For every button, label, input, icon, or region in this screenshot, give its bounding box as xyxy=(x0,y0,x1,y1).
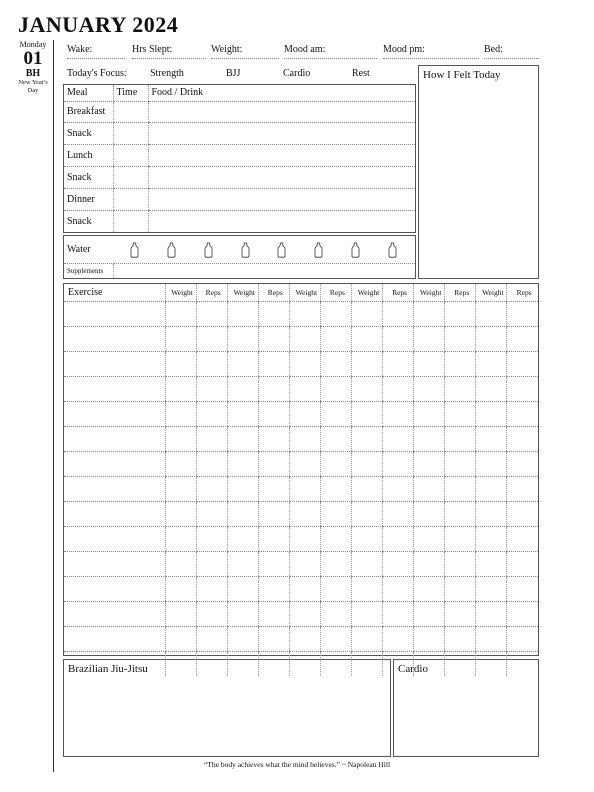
reps-cell[interactable] xyxy=(258,402,289,427)
meal-row-snack-2 xyxy=(64,167,415,189)
exercise-row xyxy=(64,502,538,527)
reps-cell[interactable] xyxy=(320,502,351,527)
reps-cell[interactable] xyxy=(507,402,538,427)
weight-cell[interactable] xyxy=(227,502,258,527)
focus-option-rest[interactable]: Rest xyxy=(352,68,370,79)
meal-row-snack-3 xyxy=(64,211,415,232)
bed-label: Bed: xyxy=(484,44,503,55)
footer-quote: “The body achieves what the mind believes.” ~ Napolean Hill xyxy=(203,760,391,769)
reps-cell[interactable] xyxy=(383,627,414,652)
reps-cell[interactable] xyxy=(258,602,289,627)
weight-cell[interactable] xyxy=(289,327,320,352)
reps-cell[interactable] xyxy=(196,327,227,352)
reps-header: Reps xyxy=(383,284,414,302)
weight-cell[interactable] xyxy=(289,477,320,502)
exercise-name-cell[interactable] xyxy=(64,427,165,452)
reps-cell[interactable] xyxy=(445,577,476,602)
weight-cell[interactable] xyxy=(414,527,445,552)
weight-cell[interactable] xyxy=(165,552,196,577)
reps-cell[interactable] xyxy=(196,402,227,427)
how-i-felt-label: How I Felt Today xyxy=(423,69,501,81)
exercise-name-cell[interactable] xyxy=(64,477,165,502)
focus-option-bjj[interactable]: BJJ xyxy=(226,68,241,79)
exercise-row xyxy=(64,327,538,352)
reps-cell[interactable] xyxy=(445,402,476,427)
weight-cell[interactable] xyxy=(351,377,382,402)
reps-cell[interactable] xyxy=(320,477,351,502)
exercise-name-cell[interactable] xyxy=(64,602,165,627)
exercise-name-cell[interactable] xyxy=(64,552,165,577)
exercise-row xyxy=(64,352,538,377)
weight-cell[interactable] xyxy=(351,577,382,602)
weight-cell[interactable] xyxy=(289,452,320,477)
exercise-row xyxy=(64,452,538,477)
holiday-code: BH xyxy=(25,68,41,79)
weight-header: Weight xyxy=(414,284,445,302)
meal-time-cell[interactable] xyxy=(113,123,148,145)
day-of-week: Monday xyxy=(19,40,47,49)
exercise-name-cell[interactable] xyxy=(64,452,165,477)
reps-cell[interactable] xyxy=(383,527,414,552)
weight-cell[interactable] xyxy=(165,477,196,502)
meal-name: Snack xyxy=(64,167,113,189)
water-bottle-icon[interactable] xyxy=(167,242,176,258)
weight-header: Weight xyxy=(289,284,320,302)
water-bottle-icon[interactable] xyxy=(351,242,360,258)
reps-cell[interactable] xyxy=(445,352,476,377)
reps-cell[interactable] xyxy=(258,302,289,327)
reps-cell[interactable] xyxy=(507,302,538,327)
weight-cell[interactable] xyxy=(351,627,382,652)
weight-cell[interactable] xyxy=(227,527,258,552)
weight-cell[interactable] xyxy=(414,602,445,627)
weight-cell[interactable] xyxy=(476,377,507,402)
reps-cell[interactable] xyxy=(445,427,476,452)
reps-cell[interactable] xyxy=(196,602,227,627)
weight-cell[interactable] xyxy=(476,427,507,452)
reps-cell[interactable] xyxy=(445,552,476,577)
weight-cell[interactable] xyxy=(289,352,320,377)
reps-cell[interactable] xyxy=(258,577,289,602)
reps-header: Reps xyxy=(258,284,289,302)
reps-cell[interactable] xyxy=(258,527,289,552)
exercise-name-cell[interactable] xyxy=(64,577,165,602)
exercise-name-cell[interactable] xyxy=(64,327,165,352)
weight-cell[interactable] xyxy=(351,477,382,502)
water-bottle-icon[interactable] xyxy=(204,242,213,258)
weight-cell[interactable] xyxy=(165,427,196,452)
weight-cell[interactable] xyxy=(476,602,507,627)
reps-cell[interactable] xyxy=(445,477,476,502)
reps-cell[interactable] xyxy=(445,602,476,627)
weight-cell[interactable] xyxy=(165,627,196,652)
weight-cell[interactable] xyxy=(351,502,382,527)
reps-cell[interactable] xyxy=(320,327,351,352)
reps-cell[interactable] xyxy=(320,577,351,602)
weight-header: Weight xyxy=(227,284,258,302)
mood-pm-field[interactable] xyxy=(383,58,479,59)
exercise-name-cell[interactable] xyxy=(64,402,165,427)
weight-cell[interactable] xyxy=(414,327,445,352)
exercise-row xyxy=(64,552,538,577)
exercise-row xyxy=(64,527,538,552)
water-row xyxy=(64,236,415,264)
exercise-row xyxy=(64,602,538,627)
weight-cell[interactable] xyxy=(227,402,258,427)
weight-cell[interactable] xyxy=(227,427,258,452)
exercise-header-row xyxy=(64,284,538,302)
meal-row-dinner xyxy=(64,189,415,211)
weight-cell[interactable] xyxy=(414,477,445,502)
weight-cell[interactable] xyxy=(476,352,507,377)
date-column-divider xyxy=(53,40,54,772)
weight-cell[interactable] xyxy=(165,302,196,327)
weight-cell[interactable] xyxy=(351,527,382,552)
reps-header: Reps xyxy=(507,284,538,302)
weight-cell[interactable] xyxy=(476,452,507,477)
exercise-row xyxy=(64,402,538,427)
meal-name: Breakfast xyxy=(64,101,113,123)
weight-cell[interactable] xyxy=(165,377,196,402)
weight-cell[interactable] xyxy=(165,327,196,352)
meal-time-cell[interactable] xyxy=(113,167,148,189)
weight-cell[interactable] xyxy=(289,527,320,552)
exercise-row xyxy=(64,627,538,652)
weight-cell[interactable] xyxy=(289,602,320,627)
reps-cell[interactable] xyxy=(507,502,538,527)
meal-food-cell[interactable] xyxy=(148,167,415,189)
reps-cell[interactable] xyxy=(320,352,351,377)
meal-name: Snack xyxy=(64,123,113,145)
meal-food-cell[interactable] xyxy=(148,145,415,167)
cardio-notes-box[interactable] xyxy=(393,659,539,757)
weight-cell[interactable] xyxy=(414,577,445,602)
reps-cell[interactable] xyxy=(383,352,414,377)
weight-cell[interactable] xyxy=(476,552,507,577)
reps-cell[interactable] xyxy=(320,627,351,652)
reps-cell[interactable] xyxy=(507,327,538,352)
meal-header: Meal xyxy=(64,85,113,101)
meal-time-cell[interactable] xyxy=(113,211,148,232)
reps-cell[interactable] xyxy=(196,377,227,402)
weight-cell[interactable] xyxy=(476,327,507,352)
supplements-label: Supplements xyxy=(67,267,104,276)
reps-cell[interactable] xyxy=(196,527,227,552)
meal-name: Lunch xyxy=(64,145,113,167)
focus-option-strength[interactable]: Strength xyxy=(150,68,184,79)
reps-cell[interactable] xyxy=(320,452,351,477)
reps-cell[interactable] xyxy=(507,527,538,552)
water-bottle-icon[interactable] xyxy=(314,242,323,258)
weight-cell[interactable] xyxy=(227,452,258,477)
reps-cell[interactable] xyxy=(507,377,538,402)
reps-cell[interactable] xyxy=(383,477,414,502)
reps-cell[interactable] xyxy=(383,452,414,477)
exercise-row xyxy=(64,427,538,452)
reps-cell[interactable] xyxy=(258,327,289,352)
water-bottle-tracker xyxy=(116,242,415,258)
meal-name: Dinner xyxy=(64,189,113,211)
hrs-slept-label: Hrs Slept: xyxy=(132,44,173,55)
reps-cell[interactable] xyxy=(196,627,227,652)
water-supplements-box xyxy=(63,235,416,279)
reps-cell[interactable] xyxy=(196,552,227,577)
meal-table xyxy=(64,85,415,232)
reps-cell[interactable] xyxy=(196,302,227,327)
reps-cell[interactable] xyxy=(320,302,351,327)
weight-cell[interactable] xyxy=(227,327,258,352)
exercise-row xyxy=(64,377,538,402)
exercise-name-cell[interactable] xyxy=(64,502,165,527)
reps-cell[interactable] xyxy=(320,602,351,627)
meal-food-cell[interactable] xyxy=(148,211,415,232)
water-bottle-icon[interactable] xyxy=(130,242,139,258)
weight-cell[interactable] xyxy=(165,577,196,602)
wake-field[interactable] xyxy=(67,58,125,59)
reps-cell[interactable] xyxy=(383,602,414,627)
reps-cell[interactable] xyxy=(383,502,414,527)
weight-cell[interactable] xyxy=(414,427,445,452)
food-drink-header: Food / Drink xyxy=(148,85,415,101)
exercise-header: Exercise xyxy=(64,284,165,302)
exercise-name-cell[interactable] xyxy=(64,627,165,652)
weight-cell[interactable] xyxy=(165,527,196,552)
reps-cell[interactable] xyxy=(507,427,538,452)
hrs-slept-field[interactable] xyxy=(132,58,206,59)
mood-am-field[interactable] xyxy=(284,58,377,59)
reps-header: Reps xyxy=(196,284,227,302)
reps-cell[interactable] xyxy=(320,552,351,577)
time-header: Time xyxy=(113,85,148,101)
reps-cell[interactable] xyxy=(383,402,414,427)
meal-food-cell[interactable] xyxy=(148,123,415,145)
reps-cell[interactable] xyxy=(445,302,476,327)
reps-cell[interactable] xyxy=(320,402,351,427)
reps-cell[interactable] xyxy=(258,627,289,652)
weight-header: Weight xyxy=(476,284,507,302)
reps-cell[interactable] xyxy=(196,502,227,527)
weight-cell[interactable] xyxy=(414,352,445,377)
water-label: Water xyxy=(64,236,113,264)
weight-cell[interactable] xyxy=(289,552,320,577)
holiday-name-line-2: Day xyxy=(27,86,39,94)
exercise-row xyxy=(64,477,538,502)
reps-header: Reps xyxy=(320,284,351,302)
reps-cell[interactable] xyxy=(445,327,476,352)
weight-cell[interactable] xyxy=(165,452,196,477)
reps-cell[interactable] xyxy=(507,452,538,477)
meal-food-cell[interactable] xyxy=(148,189,415,211)
page-title: JANUARY 2024 xyxy=(18,12,179,37)
water-bottle-icon[interactable] xyxy=(388,242,397,258)
date-column xyxy=(14,40,52,94)
weight-cell[interactable] xyxy=(414,552,445,577)
meal-row-snack-1 xyxy=(64,123,415,145)
weight-cell[interactable] xyxy=(227,377,258,402)
how-i-felt-box[interactable] xyxy=(418,65,539,279)
mood-pm-label: Mood pm: xyxy=(383,44,425,55)
exercise-log-box xyxy=(63,283,539,656)
reps-cell[interactable] xyxy=(196,477,227,502)
reps-cell[interactable] xyxy=(320,377,351,402)
weight-cell[interactable] xyxy=(414,452,445,477)
weight-cell[interactable] xyxy=(165,502,196,527)
supplements-row xyxy=(64,264,415,278)
meal-log-box xyxy=(63,84,416,233)
reps-cell[interactable] xyxy=(196,452,227,477)
reps-header: Reps xyxy=(445,284,476,302)
reps-cell[interactable] xyxy=(507,577,538,602)
reps-cell[interactable] xyxy=(258,427,289,452)
reps-cell[interactable] xyxy=(445,377,476,402)
weight-label: Weight: xyxy=(211,44,243,55)
exercise-row xyxy=(64,302,538,327)
focus-label: Today's Focus: xyxy=(67,68,127,79)
mood-am-label: Mood am: xyxy=(284,44,326,55)
reps-cell[interactable] xyxy=(507,627,538,652)
cardio-label: Cardio xyxy=(398,663,428,675)
water-bottle-icon[interactable] xyxy=(277,242,286,258)
meal-row-lunch xyxy=(64,145,415,167)
reps-cell[interactable] xyxy=(507,552,538,577)
weight-cell[interactable] xyxy=(289,577,320,602)
weight-cell[interactable] xyxy=(165,602,196,627)
exercise-table xyxy=(64,284,538,676)
weight-cell[interactable] xyxy=(165,352,196,377)
weight-cell[interactable] xyxy=(476,402,507,427)
meal-time-cell[interactable] xyxy=(113,189,148,211)
reps-cell[interactable] xyxy=(196,577,227,602)
weight-cell[interactable] xyxy=(227,577,258,602)
reps-cell[interactable] xyxy=(383,327,414,352)
meal-header-row xyxy=(64,85,415,101)
reps-cell[interactable] xyxy=(507,602,538,627)
reps-cell[interactable] xyxy=(320,527,351,552)
weight-cell[interactable] xyxy=(227,352,258,377)
weight-cell[interactable] xyxy=(289,502,320,527)
meal-food-cell[interactable] xyxy=(148,101,415,123)
weight-cell[interactable] xyxy=(227,602,258,627)
weight-cell[interactable] xyxy=(289,427,320,452)
weight-cell[interactable] xyxy=(476,627,507,652)
focus-option-cardio[interactable]: Cardio xyxy=(283,68,311,79)
meal-row-breakfast xyxy=(64,101,415,123)
supplements-field[interactable] xyxy=(113,264,415,278)
weight-cell[interactable] xyxy=(227,477,258,502)
weight-cell[interactable] xyxy=(476,527,507,552)
weight-cell[interactable] xyxy=(351,402,382,427)
reps-cell[interactable] xyxy=(196,352,227,377)
exercise-name-cell[interactable] xyxy=(64,302,165,327)
reps-cell[interactable] xyxy=(445,627,476,652)
day-number: 01 xyxy=(23,48,43,69)
reps-cell[interactable] xyxy=(258,477,289,502)
reps-cell[interactable] xyxy=(258,377,289,402)
exercise-row xyxy=(64,577,538,602)
reps-cell[interactable] xyxy=(383,302,414,327)
weight-cell[interactable] xyxy=(351,602,382,627)
weight-cell[interactable] xyxy=(227,627,258,652)
weight-cell[interactable] xyxy=(414,302,445,327)
reps-cell[interactable] xyxy=(258,352,289,377)
weight-cell[interactable] xyxy=(351,427,382,452)
reps-cell[interactable] xyxy=(445,452,476,477)
meal-name: Snack xyxy=(67,216,92,228)
meal-time-cell[interactable] xyxy=(113,145,148,167)
reps-cell[interactable] xyxy=(320,427,351,452)
bjj-label: Brazilian Jiu-Jitsu xyxy=(68,663,148,675)
holiday-name-line-1: New Year's xyxy=(18,79,48,86)
weight-cell[interactable] xyxy=(227,302,258,327)
reps-cell[interactable] xyxy=(507,352,538,377)
weight-cell[interactable] xyxy=(414,377,445,402)
reps-cell[interactable] xyxy=(383,552,414,577)
weight-cell[interactable] xyxy=(289,377,320,402)
weight-cell[interactable] xyxy=(165,402,196,427)
weight-cell[interactable] xyxy=(289,402,320,427)
weight-cell[interactable] xyxy=(351,452,382,477)
meal-time-cell[interactable] xyxy=(113,101,148,123)
reps-cell[interactable] xyxy=(258,452,289,477)
weight-cell[interactable] xyxy=(289,627,320,652)
weight-cell[interactable] xyxy=(476,477,507,502)
wake-label: Wake: xyxy=(67,44,93,55)
bjj-notes-box[interactable] xyxy=(63,659,391,757)
reps-cell[interactable] xyxy=(383,577,414,602)
exercise-name-cell[interactable] xyxy=(64,352,165,377)
reps-cell[interactable] xyxy=(383,427,414,452)
reps-cell[interactable] xyxy=(445,527,476,552)
reps-cell[interactable] xyxy=(258,552,289,577)
weight-header: Weight xyxy=(165,284,196,302)
weight-cell[interactable] xyxy=(476,302,507,327)
weight-cell[interactable] xyxy=(227,552,258,577)
exercise-name-cell[interactable] xyxy=(64,527,165,552)
reps-cell[interactable] xyxy=(258,502,289,527)
reps-cell[interactable] xyxy=(383,377,414,402)
weight-cell[interactable] xyxy=(351,302,382,327)
weight-cell[interactable] xyxy=(414,402,445,427)
weight-cell[interactable] xyxy=(476,577,507,602)
reps-cell[interactable] xyxy=(507,477,538,502)
reps-cell[interactable] xyxy=(445,502,476,527)
bed-field[interactable] xyxy=(484,58,539,59)
weight-cell[interactable] xyxy=(476,502,507,527)
weight-cell[interactable] xyxy=(414,627,445,652)
weight-cell[interactable] xyxy=(351,352,382,377)
exercise-name-cell[interactable] xyxy=(64,377,165,402)
weight-field[interactable] xyxy=(211,58,279,59)
weight-cell[interactable] xyxy=(414,502,445,527)
water-bottle-icon[interactable] xyxy=(241,242,250,258)
reps-cell[interactable] xyxy=(196,427,227,452)
weight-cell[interactable] xyxy=(351,552,382,577)
weight-cell[interactable] xyxy=(351,327,382,352)
weight-header: Weight xyxy=(351,284,382,302)
weight-cell[interactable] xyxy=(289,302,320,327)
